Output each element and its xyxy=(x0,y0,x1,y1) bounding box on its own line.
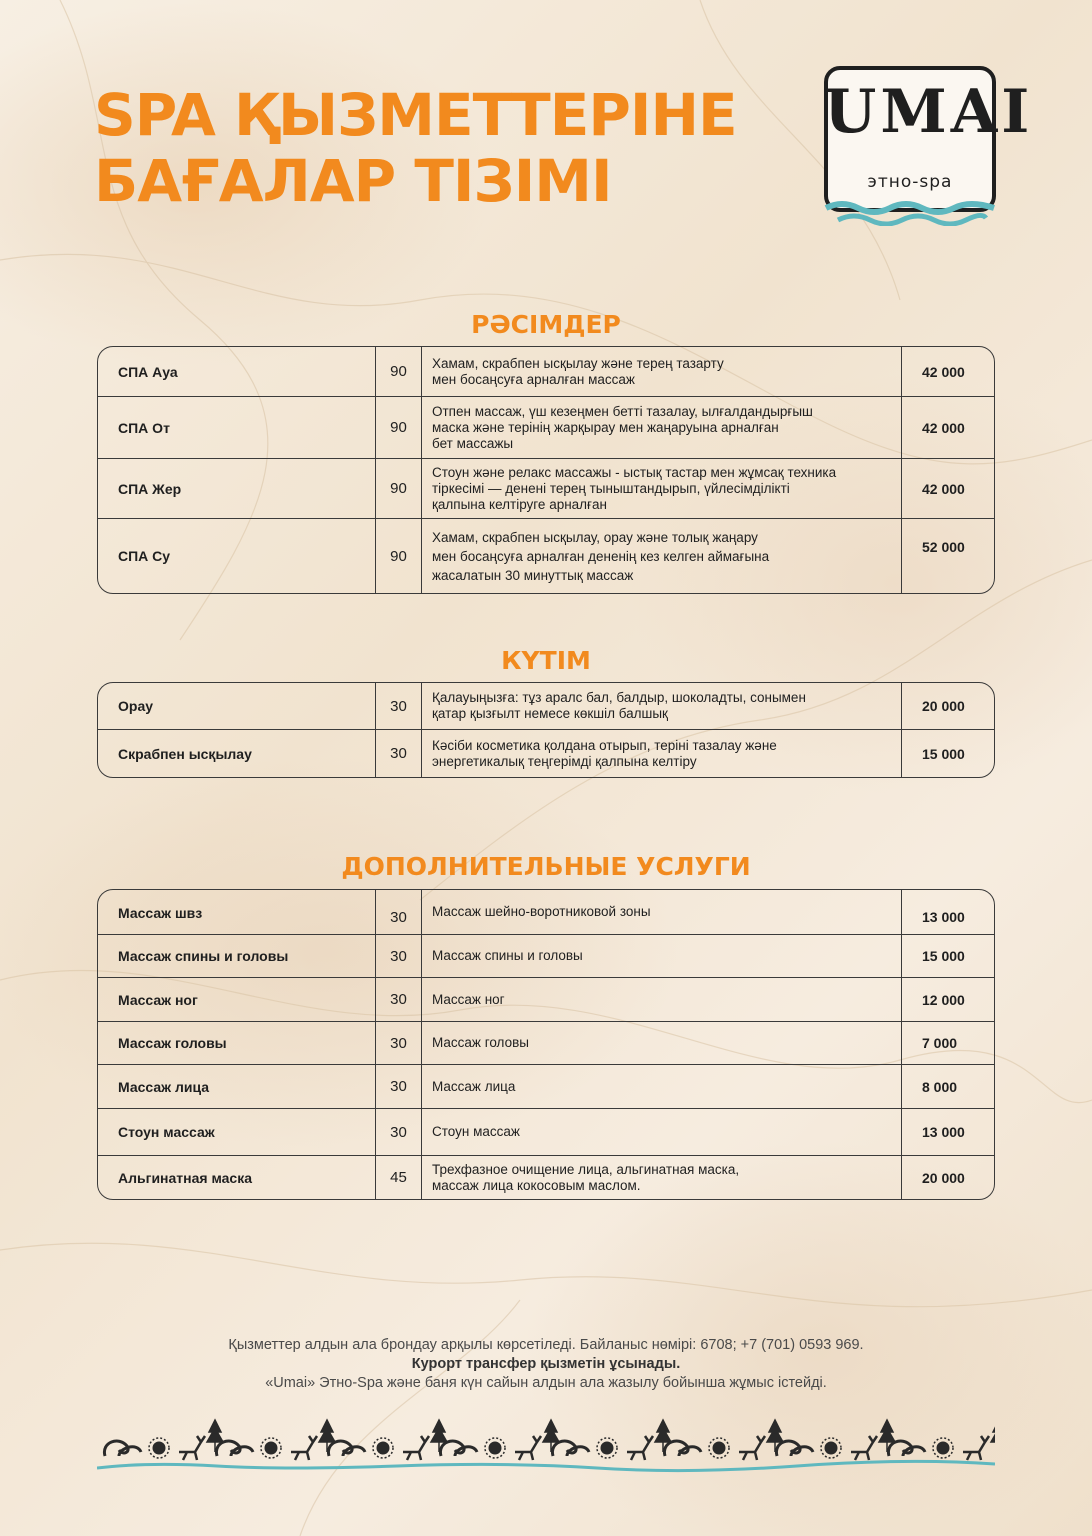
title-line-2: БАҒАЛАР ТІЗІМІ xyxy=(94,147,612,215)
table-row xyxy=(98,729,994,777)
service-duration: 90 xyxy=(376,459,422,518)
service-description: Трехфазное очищение лица, альгинатная маска, массаж лица кокосовым маслом. xyxy=(422,1156,902,1199)
service-price: 42 000 xyxy=(922,480,965,497)
service-name: Массаж спины и головы xyxy=(98,935,376,977)
service-duration: 30 xyxy=(376,890,422,934)
service-duration: 90 xyxy=(376,519,422,593)
table-row xyxy=(98,347,994,396)
service-name: СПА Жер xyxy=(98,459,376,518)
table-row xyxy=(98,518,994,593)
service-price: 15 000 xyxy=(922,745,965,762)
service-description: Кәсіби косметика қолдана отырып, теріні тазалау және энергетикалық теңгерімді қалпына келтіру xyxy=(422,730,902,777)
footer-transfer-info: Курорт трансфер қызметін ұсынады. xyxy=(411,1356,681,1372)
service-duration: 30 xyxy=(376,978,422,1021)
service-name: Массаж головы xyxy=(98,1022,376,1064)
service-description: Стоун массаж xyxy=(422,1109,902,1155)
service-description: Массаж лица xyxy=(422,1065,902,1108)
service-name: СПА От xyxy=(98,397,376,458)
ethnic-ornament-border xyxy=(97,1412,995,1480)
service-description: Отпен массаж, үш кезеңмен бетті тазалау, ылғалдандырғыш маска және терінің жарқырау мен жаңаруына арналған бет массажы xyxy=(422,397,902,458)
service-duration: 90 xyxy=(376,397,422,458)
table-row xyxy=(98,396,994,458)
service-price: 13 000 xyxy=(922,909,965,925)
umai-logo xyxy=(824,66,1034,236)
service-price: 8 000 xyxy=(922,1078,958,1095)
service-description: Стоун және релакс массажы - ыстық тастар мен жұмсақ техника тіркесімі — денені терең тыныштандырып, үйлесімділікті қалпына келтіруге арналған xyxy=(422,459,902,518)
service-name: Стоун массаж xyxy=(98,1109,376,1155)
footer-hours-info: «Umai» Этно-Spa және баня күн сайын алдын ала жазылу бойынша жұмыс істейді. xyxy=(265,1375,827,1391)
service-price: 20 000 xyxy=(922,1169,965,1186)
service-duration: 45 xyxy=(376,1156,422,1199)
footer-note xyxy=(0,1336,1092,1393)
service-price: 12 000 xyxy=(922,991,965,1008)
service-name: СПА Ауа xyxy=(98,347,376,396)
service-duration: 30 xyxy=(376,1022,422,1064)
service-price: 42 000 xyxy=(922,419,965,436)
table-row xyxy=(98,683,994,729)
service-description: Хамам, скрабпен ысқылау, орау және толық жаңару мен босаңсуға арналған дененің кез келген аймағына жасалатын 30 минуттық массаж xyxy=(422,519,902,593)
service-duration: 90 xyxy=(376,347,422,396)
service-duration: 30 xyxy=(376,935,422,977)
logo-subtitle: этно-spa xyxy=(867,172,953,192)
table-row xyxy=(98,1155,994,1199)
table-row xyxy=(98,1064,994,1108)
section-title-procedures: РӘСІМДЕР xyxy=(471,310,621,339)
service-name: СПА Су xyxy=(98,519,376,593)
table-row xyxy=(98,890,994,934)
logo-wave-icon xyxy=(824,200,996,226)
service-duration: 30 xyxy=(376,1065,422,1108)
service-price: 15 000 xyxy=(922,948,965,964)
service-price: 52 000 xyxy=(922,539,965,555)
service-description: Массаж шейно-воротниковой зоны xyxy=(422,890,902,934)
service-name: Скрабпен ысқылау xyxy=(98,730,376,777)
section-title-additional: ДОПОЛНИТЕЛЬНЫЕ УСЛУГИ xyxy=(341,852,751,881)
service-name: Альгинатная маска xyxy=(98,1156,376,1199)
service-name: Массаж лица xyxy=(98,1065,376,1108)
table-row xyxy=(98,934,994,977)
service-description: Қалауыңызға: тұз аралс бал, балдыр, шоколадты, сонымен қатар қызғылт немесе көкшіл балшық xyxy=(422,683,902,729)
procedures-table xyxy=(97,346,995,594)
logo-wordmark: UMAI xyxy=(824,77,1034,147)
service-price: 13 000 xyxy=(922,1124,965,1140)
service-description: Хамам, скрабпен ысқылау және терең тазарту мен босаңсуға арналған массаж xyxy=(422,347,902,396)
service-description: Массаж ног xyxy=(422,978,902,1021)
footer-booking-info: Қызметтер алдын ала брондау арқылы көрсетіледі. Байланыс нөмірі: 6708; +7 (701) 0593 969. xyxy=(228,1337,864,1353)
table-row xyxy=(98,1108,994,1155)
table-row xyxy=(98,458,994,518)
service-price: 7 000 xyxy=(922,1035,958,1051)
service-name: Орау xyxy=(98,683,376,729)
service-price: 42 000 xyxy=(922,363,965,380)
additional-services-table xyxy=(97,889,995,1200)
service-description: Массаж головы xyxy=(422,1022,902,1064)
service-price: 20 000 xyxy=(922,698,965,714)
table-row xyxy=(98,1021,994,1064)
title-line-1: SPA ҚЫЗМЕТТЕРІНЕ xyxy=(94,81,737,149)
service-duration: 30 xyxy=(376,730,422,777)
care-table xyxy=(97,682,995,778)
table-row xyxy=(98,977,994,1021)
service-duration: 30 xyxy=(376,683,422,729)
service-duration: 30 xyxy=(376,1109,422,1155)
service-name: Массаж ног xyxy=(98,978,376,1021)
service-name: Массаж швз xyxy=(98,890,376,934)
service-description: Массаж спины и головы xyxy=(422,935,902,977)
page-title xyxy=(94,82,794,214)
section-title-care: КҮТІМ xyxy=(501,646,591,675)
